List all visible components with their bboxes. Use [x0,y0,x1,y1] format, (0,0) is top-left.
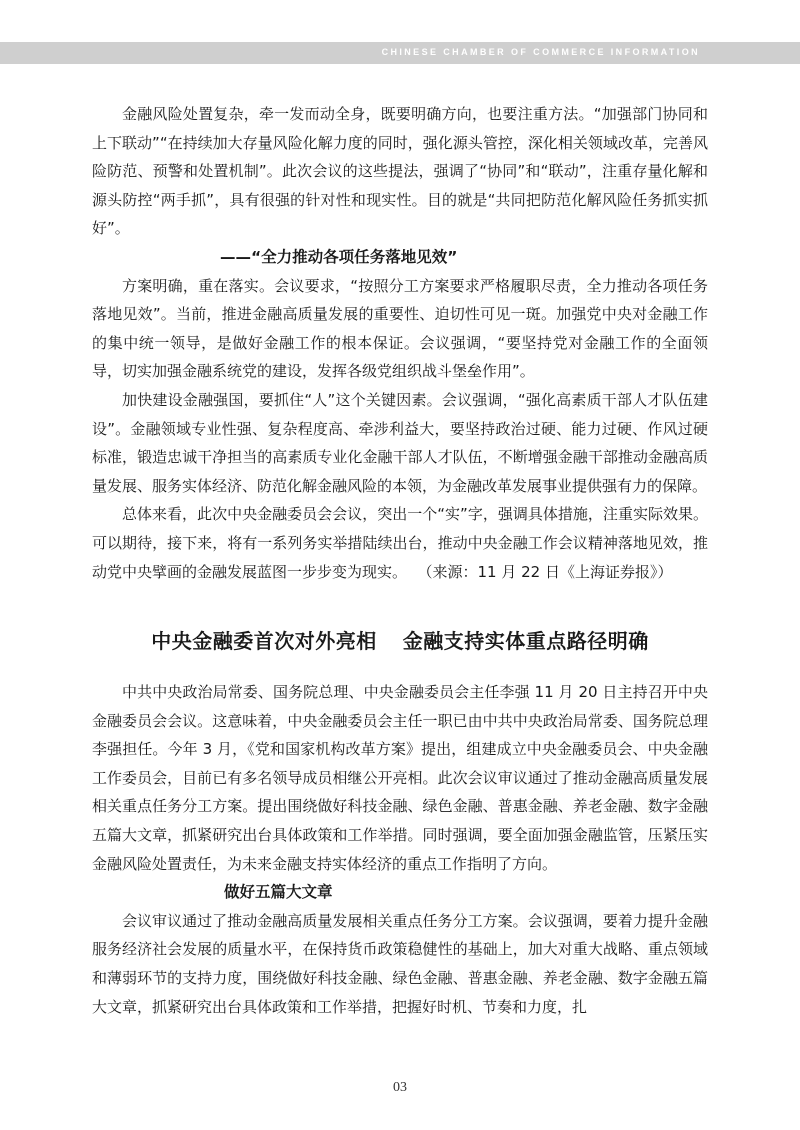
article1-subheading: ——“全力推动各项任务落地见效” [220,247,458,266]
article1-paragraph-4 [92,500,708,586]
article2-title-part1: 中央金融委首次对外亮相 [151,629,377,654]
article1-source: （来源：11 月 22 日《上海证券报》） [425,562,673,581]
article2-title-part2: 金融支持实体重点路径明确 [402,629,649,654]
article1-paragraph-3: 加快建设金融强国，要抓住“人”这个关键因素。会议强调，“强化高素质干部人才队伍建设”。金融领域专业性强、复杂程度高、牵涉利益大，要坚持政治过硬、能力过硬、作风过硬标准，锻造忠诚干净担当的高素质专业化金融干部人才队伍，不断增强金融干部推动金融高质量发展、服务实体经济、防范化解金融风险的本领，为金融改革发展事业提供强有力的保障。 [92,390,708,495]
article2-subheading: 做好五篇大文章 [224,883,333,902]
header-tagline: CHINESE CHAMBER OF COMMERCE INFORMATION [381,47,700,57]
header-bar [0,42,800,64]
article2-title [92,624,708,658]
article1-paragraph-1: 金融风险处置复杂，牵一发而动全身，既要明确方向，也要注重方法。“加强部门协同和上下联动”“在持续加大存量风险化解力度的同时，强化源头管控，深化相关领域改革，完善风险防范、预警和处置机制”。此次会议的这些提法，强调了“协同”和“联动”，注重存量化解和源头防控“两手抓”，具有很强的针对性和现实性。目的就是“共同把防范化解风险任务抓实抓好”。 [92,105,708,238]
article2-paragraph-2: 会议审议通过了推动金融高质量发展相关重点任务分工方案。会议强调，要着力提升金融服务经济社会发展的质量水平，在保持货币政策稳健性的基础上，加大对重大战略、重点领域和薄弱环节的支持力度，围绕做好科技金融、绿色金融、普惠金融、养老金融、数字金融五篇大文章，抓紧研究出台具体政策和工作举措，把握好时机、节奏和力度，扎 [92,911,708,1016]
page-content [92,100,708,1021]
article1-paragraph-2: 方案明确，重在落实。会议要求，“按照分工方案要求严格履职尽责，全力推动各项任务落地见效”。当前，推进金融高质量发展的重要性、迫切性可见一斑。加强党中央对金融工作的集中统一领导，是做好金融工作的根本保证。会议强调，“要坚持党对金融工作的全面领导，切实加强金融系统党的建设，发挥各级党组织战斗堡垒作用”。 [92,276,708,381]
article1-paragraph-4-text: 总体来看，此次中央金融委员会会议，突出一个“实”字，强调具体措施，注重实际效果。可以期待，接下来，将有一系列务实举措陆续出台，推动中央金融工作会议精神落地见效，推动党中央擘画的金融发展蓝图一步步变为现实。 [92,505,708,581]
page-number: 03 [393,1080,407,1095]
article2-paragraph-1: 中共中央政治局常委、国务院总理、中央金融委员会主任李强 11 月 20 日主持召开中央金融委员会会议。这意味着，中央金融委员会主任一职已由中共中央政治局常委、国务院总理李强担任。今年 3 月，《党和国家机构改革方案》提出，组建成立中央金融委员会、中央金融工作委员会，目前已有多名领导成员相继公开亮相。此次会议审议通过了推动金融高质量发展相关重点任务分工方案。提出围绕做好科技金融、绿色金融、普惠金融、养老金融、数字金融五篇大文章，抓紧研究出台具体政策和工作举措。同时强调，要全面加强金融监管，压紧压实金融风险处置责任，为未来金融支持实体经济的重点工作指明了方向。 [92,683,708,873]
